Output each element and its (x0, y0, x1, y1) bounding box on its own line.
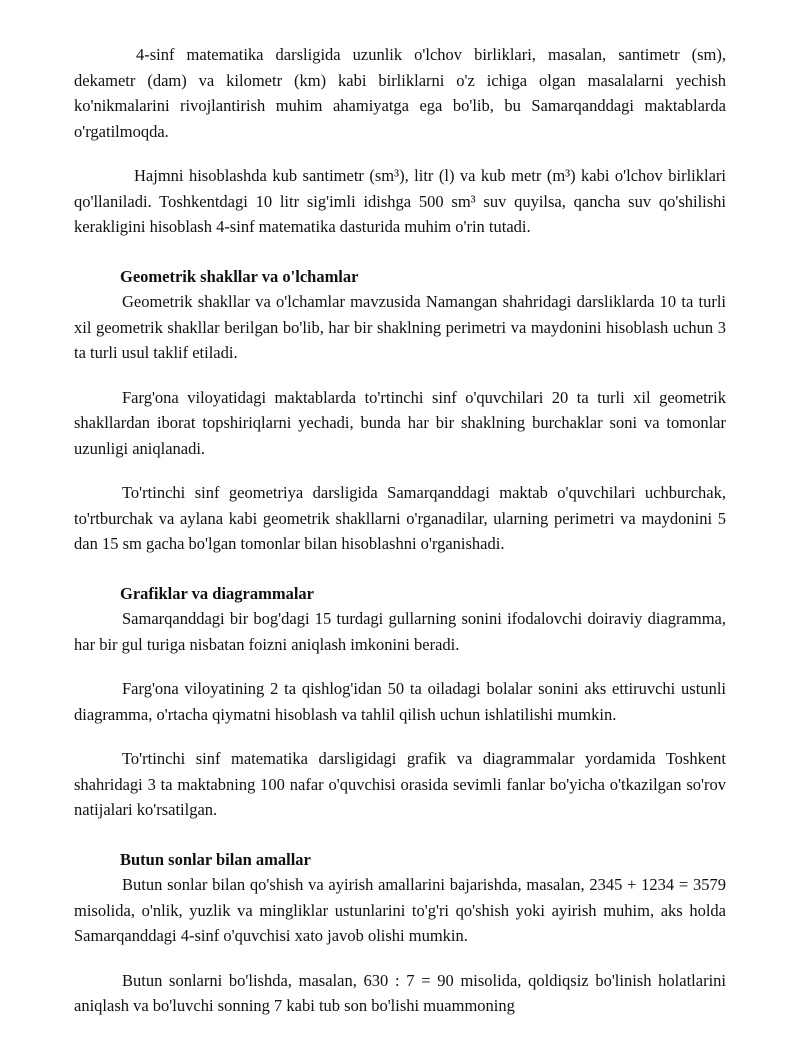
section-heading-charts: Grafiklar va diagrammalar (120, 583, 315, 603)
geometry-paragraph-3: To'rtinchi sinf geometriya darsligida Samarqanddagi maktab o'quvchilari uchburchak, to'rtburchak va aylana kabi geometrik shakllarni o'rganadilar, ularning perimetri va maydonini 5 dan 15 sm gacha bo'lgan tomonlar bilan hisoblashni o'rganishadi. (74, 483, 726, 553)
geometry-paragraph-1: Geometrik shakllar va o'lchamlar mavzusida Namangan shahridagi darsliklarda 10 ta turli xil geometrik shakllar berilgan bo'lib, har bir shaklning perimetri va maydonini hisoblash uchun 3 ta turli usul taklif etiladi. (74, 292, 726, 362)
integers-paragraph-1: Butun sonlar bilan qo'shish va ayirish amallarini bajarishda, masalan, 2345 + 1234 = 3579 misolida, o'nlik, yuzlik va mingliklar ustunlarini to'g'ri qo'shish yoki ayirish muhim, aks holda Samarqanddagi 4-sinf o'quvchisi xato javob olishi mumkin. (74, 875, 726, 945)
section-heading-geometry: Geometrik shakllar va o'lchamlar (120, 266, 359, 286)
section-heading-integers: Butun sonlar bilan amallar (120, 849, 311, 869)
charts-paragraph-2: Farg'ona viloyatining 2 ta qishlog'idan 50 ta oiladagi bolalar sonini aks ettiruvchi ustunli diagramma, o'rtacha qiymatni hisoblash va tahlil qilish uchun ishlatilishi mumkin. (74, 679, 726, 724)
geometry-paragraph-2: Farg'ona viloyatidagi maktablarda to'rtinchi sinf o'quvchilari 20 ta turli xil geometrik shakllardan iborat topshiriqlarni yechadi, bunda har bir shaklning burchaklar soni va tomonlar uzunligi aniqlanadi. (74, 387, 726, 458)
intro-paragraph-length-units: 4-sinf matematika darsligida uzunlik o'lchov birliklari, masalan, santimetr (sm), dekametr (dam) va kilometr (km) kabi birliklarni o'z ichiga olgan masalalarni yechish ko'nikmalarini rivojlantirish muhim ahamiyatga ega bo'lib, bu Samarqanddagi maktablarda o'rgatilmoqda. (74, 45, 726, 141)
integers-paragraph-2: Butun sonlarni bo'lishda, masalan, 630 : 7 = 90 misolida, qoldiqsiz bo'linish holatlarini aniqlash va bo'luvchi sonning 7 kabi tub son bo'lishi muammoning (74, 970, 726, 1015)
charts-paragraph-1: Samarqanddagi bir bog'dagi 15 turdagi gullarning sonini ifodalovchi doiraviy diagramma, har bir gul turiga nisbatan foizni aniqlash imkonini beradi. (74, 609, 726, 654)
intro-paragraph-volume-units: Hajmni hisoblashda kub santimetr (sm³), litr (l) va kub metr (m³) kabi o'lchov birliklari qo'llaniladi. Toshkentdagi 10 litr sig'imli idishga 500 sm³ suv quyilsa, qancha suv qo'shilishi kerakligini hisoblash 4-sinf matematika dasturida muhim o'rin tutadi. (74, 166, 726, 236)
document-page (74, 42, 726, 1038)
charts-paragraph-3: To'rtinchi sinf matematika darsligidagi grafik va diagrammalar yordamida Toshkent shahridagi 3 ta maktabning 100 nafar o'quvchisi orasida sevimli fanlar bo'yicha o'tkazilgan so'rov natijalari ko'rsatilgan. (74, 749, 726, 819)
